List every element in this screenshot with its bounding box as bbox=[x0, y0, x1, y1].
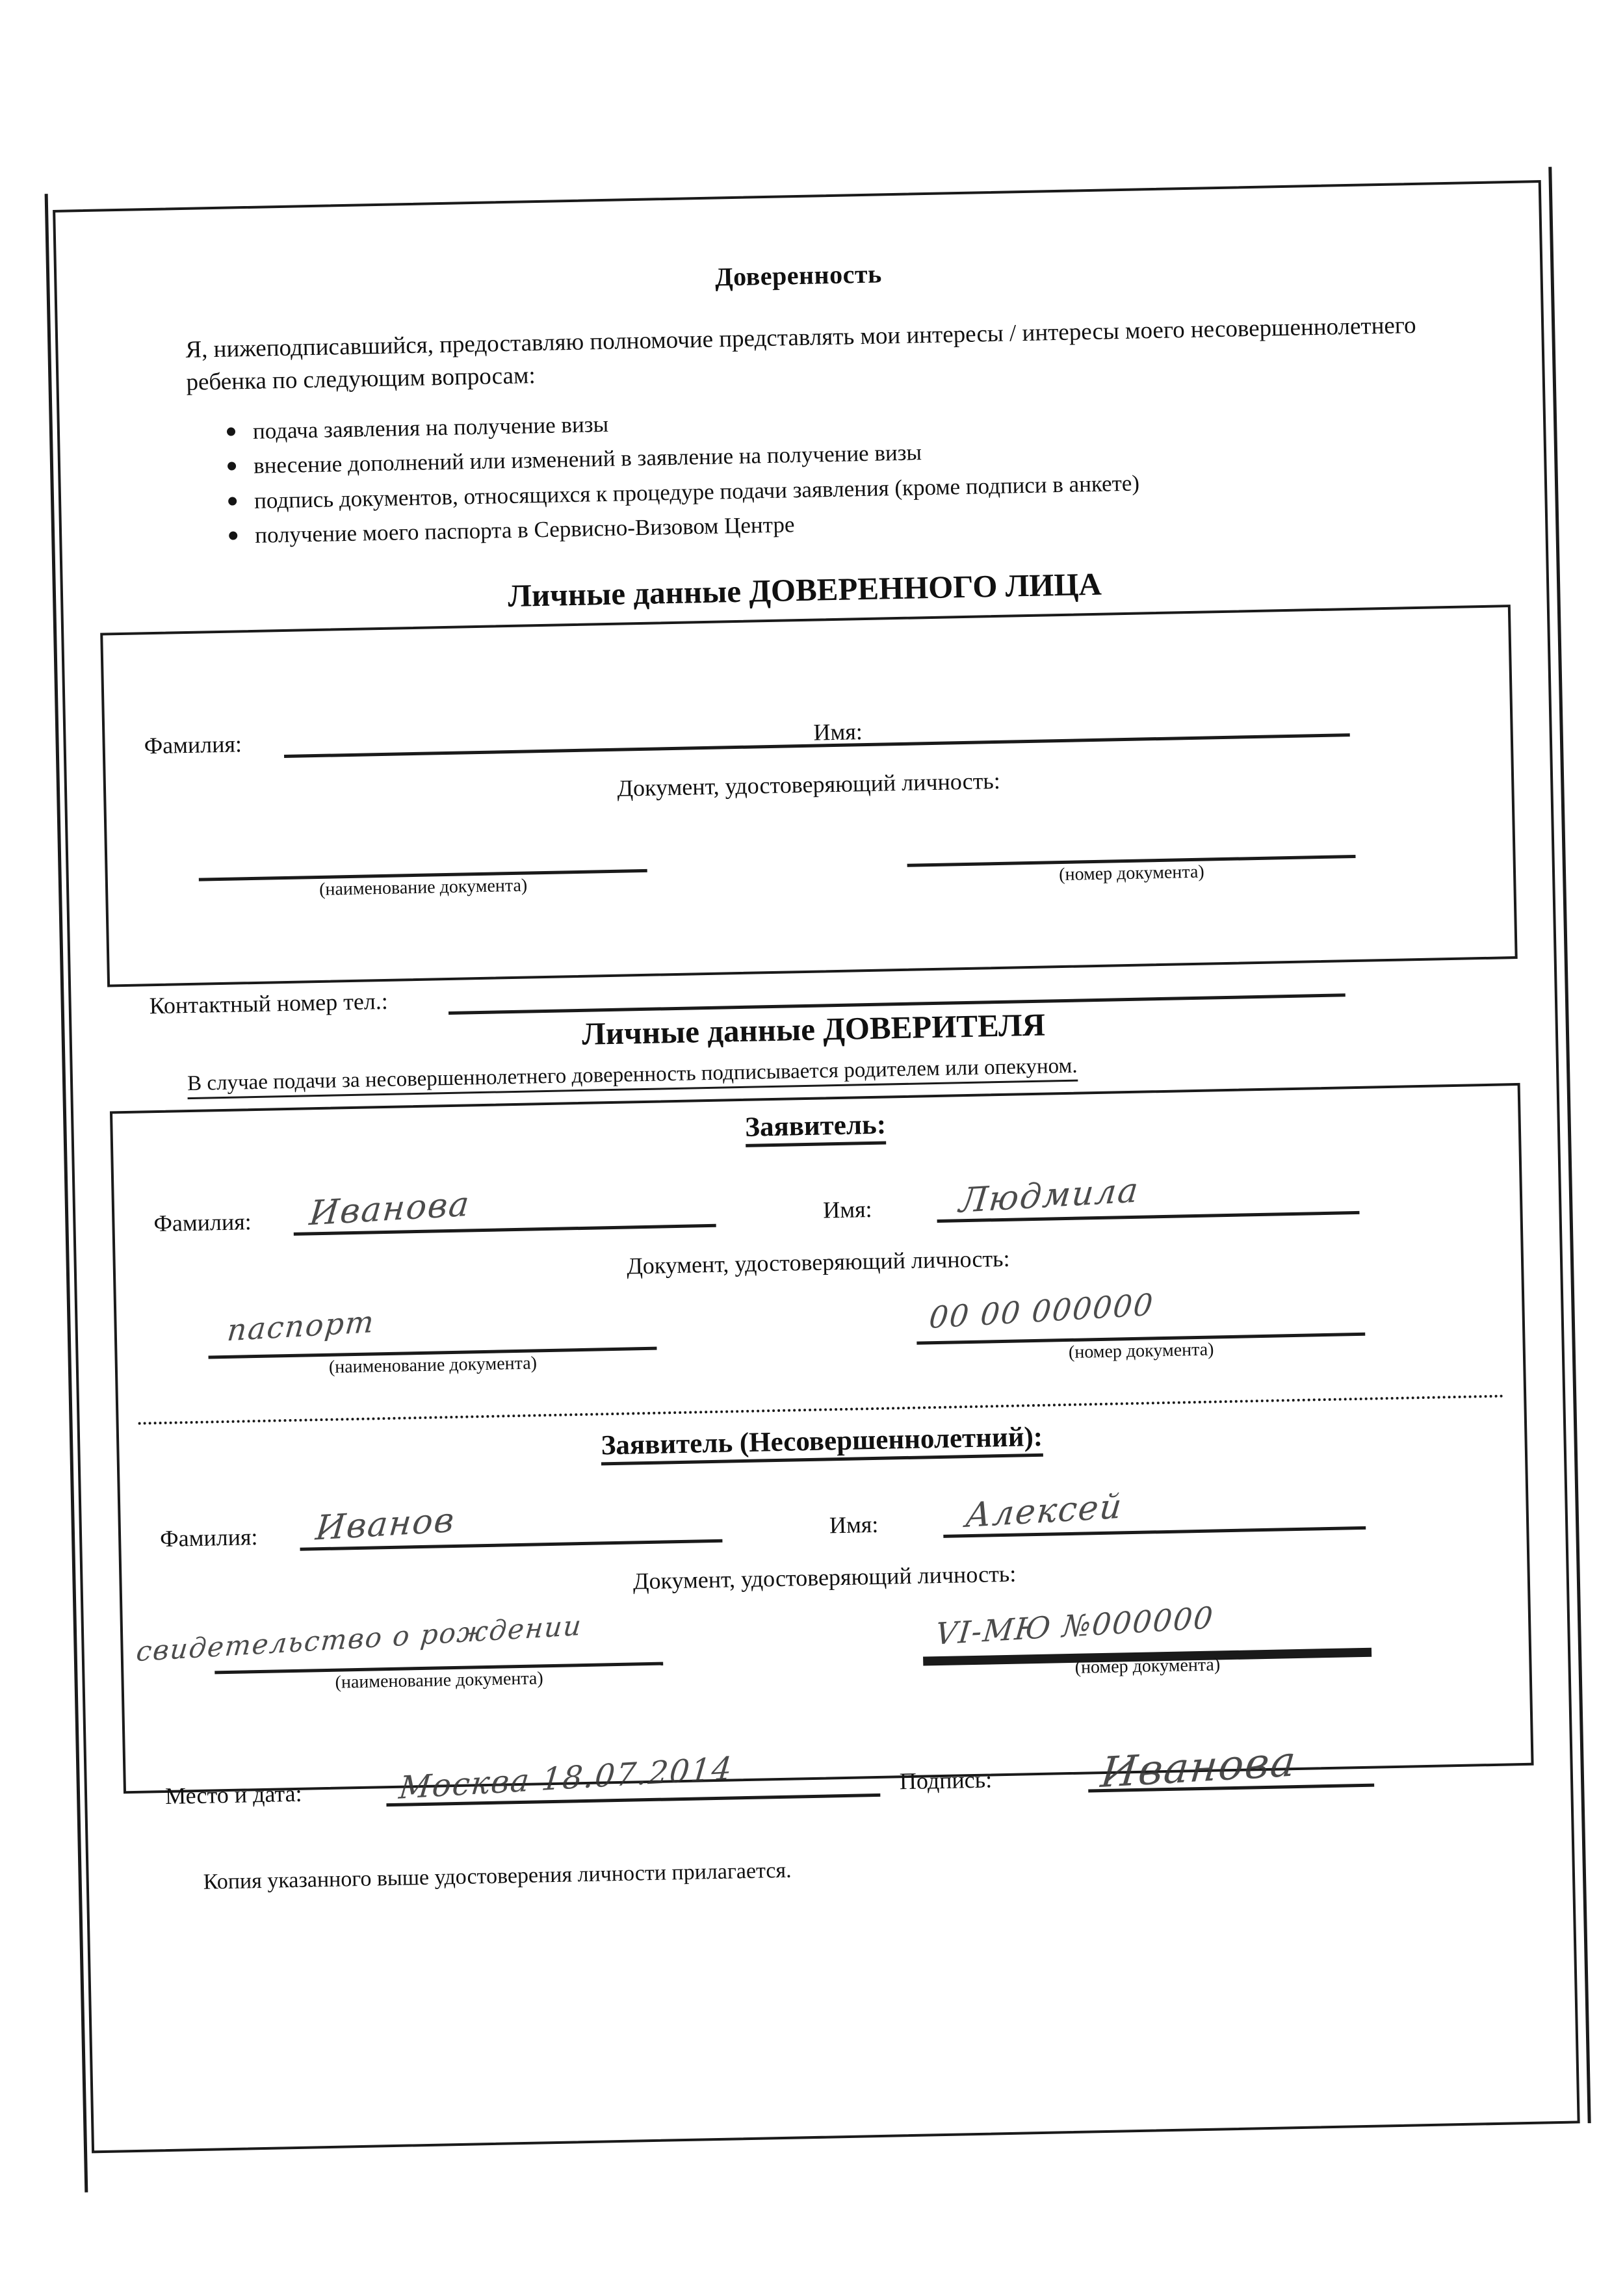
footer-note: Копия указанного выше удостоверения личности прилагается. bbox=[203, 1858, 792, 1894]
power-text: внесение дополнений или изменений в заявление на получение визы bbox=[253, 439, 922, 479]
doc-number-handwritten-value: 00 00 000000 bbox=[928, 1286, 1156, 1335]
place-date-signature-row bbox=[125, 1714, 1531, 1820]
doc-name-caption: (наименование документа) bbox=[328, 1353, 538, 1377]
power-text: получение моего паспорта в Сервисно-Визовом Центре bbox=[254, 511, 795, 548]
doc-name-caption: (наименование документа) bbox=[318, 875, 528, 900]
doc-name-caption: (наименование документа) bbox=[335, 1668, 543, 1693]
doc-number-caption: (номер документа) bbox=[1058, 861, 1204, 885]
surname-label: Фамилия: bbox=[153, 1208, 252, 1237]
powers-list bbox=[223, 388, 1548, 553]
identity-doc-label: Документ, удостоверяющий личность: bbox=[626, 1245, 1010, 1279]
doc-number-handwritten-value: VI-МЮ №000000 bbox=[933, 1600, 1216, 1652]
identity-doc-label: Документ, удостоверяющий личность: bbox=[617, 767, 1001, 802]
doc-name-handwritten-value: свидетельство о рождении bbox=[135, 1609, 584, 1668]
surname-handwritten-value: Иванов bbox=[314, 1500, 458, 1548]
minor-docid-row bbox=[123, 1599, 1530, 1725]
bullet-icon bbox=[228, 462, 236, 471]
doc-name-handwritten-value: паспорт bbox=[226, 1303, 377, 1348]
place-date-label: Место и дата: bbox=[164, 1780, 302, 1809]
minor-applicant-heading: Заявитель (Несовершеннолетний): bbox=[119, 1411, 1525, 1471]
page-title: Доверенность bbox=[714, 259, 883, 292]
bullet-icon bbox=[228, 497, 237, 505]
place-date-handwritten-value: Москва 18.07.2014 bbox=[397, 1750, 735, 1807]
minor-name-row bbox=[120, 1456, 1526, 1561]
firstname-label: Имя: bbox=[813, 718, 863, 746]
representative-data-box bbox=[100, 605, 1518, 1019]
bullet-icon bbox=[229, 531, 237, 540]
principal-note: В случае подачи за несовершеннолетнего доверенность подписывается родителем или опекуном. bbox=[187, 1054, 1078, 1099]
representative-section-heading: Личные данные ДОВЕРЕННОГО ЛИЦА bbox=[507, 566, 1102, 614]
principal-section-heading: Личные данные ДОВЕРИТЕЛЯ bbox=[581, 1006, 1046, 1052]
adult-name-row bbox=[114, 1141, 1520, 1246]
surname-handwritten-value: Иванова bbox=[307, 1184, 473, 1234]
firstname-label: Имя: bbox=[829, 1511, 879, 1539]
doc-number-caption: (номер документа) bbox=[1068, 1339, 1214, 1363]
identity-doc-label: Документ, удостоверяющий личность: bbox=[632, 1560, 1017, 1595]
intro-paragraph: Я, нижеподписавшийся, предоставляю полномочие представлять мои интересы / интересы моего несовершеннолетнего ребенка по следующим вопросам: bbox=[185, 311, 1416, 396]
principal-data-box bbox=[110, 1083, 1534, 1809]
adult-docid-row bbox=[116, 1284, 1524, 1409]
firstname-handwritten-value: Алексей bbox=[963, 1487, 1125, 1535]
power-text: подпись документов, относящихся к процедуре подачи заявления (кроме подписи в анкете) bbox=[254, 470, 1140, 514]
surname-label: Фамилия: bbox=[159, 1523, 258, 1552]
representative-name-row bbox=[104, 663, 1511, 768]
firstname-handwritten-value: Людмила bbox=[957, 1171, 1141, 1221]
surname-label: Фамилия: bbox=[144, 731, 242, 759]
representative-docid-row bbox=[107, 806, 1514, 932]
bullet-icon bbox=[227, 428, 235, 436]
doc-number-caption: (номер документа) bbox=[1074, 1654, 1221, 1678]
signature-handwritten-value: Иванова bbox=[1098, 1737, 1299, 1798]
document-content bbox=[53, 180, 1580, 2153]
adult-applicant-heading: Заявитель: bbox=[112, 1096, 1518, 1156]
firstname-label: Имя: bbox=[822, 1195, 872, 1223]
signature-label: Подпись: bbox=[899, 1766, 993, 1795]
power-text: подача заявления на получение визы bbox=[252, 411, 609, 445]
phone-label: Контактный номер тел.: bbox=[149, 987, 389, 1019]
